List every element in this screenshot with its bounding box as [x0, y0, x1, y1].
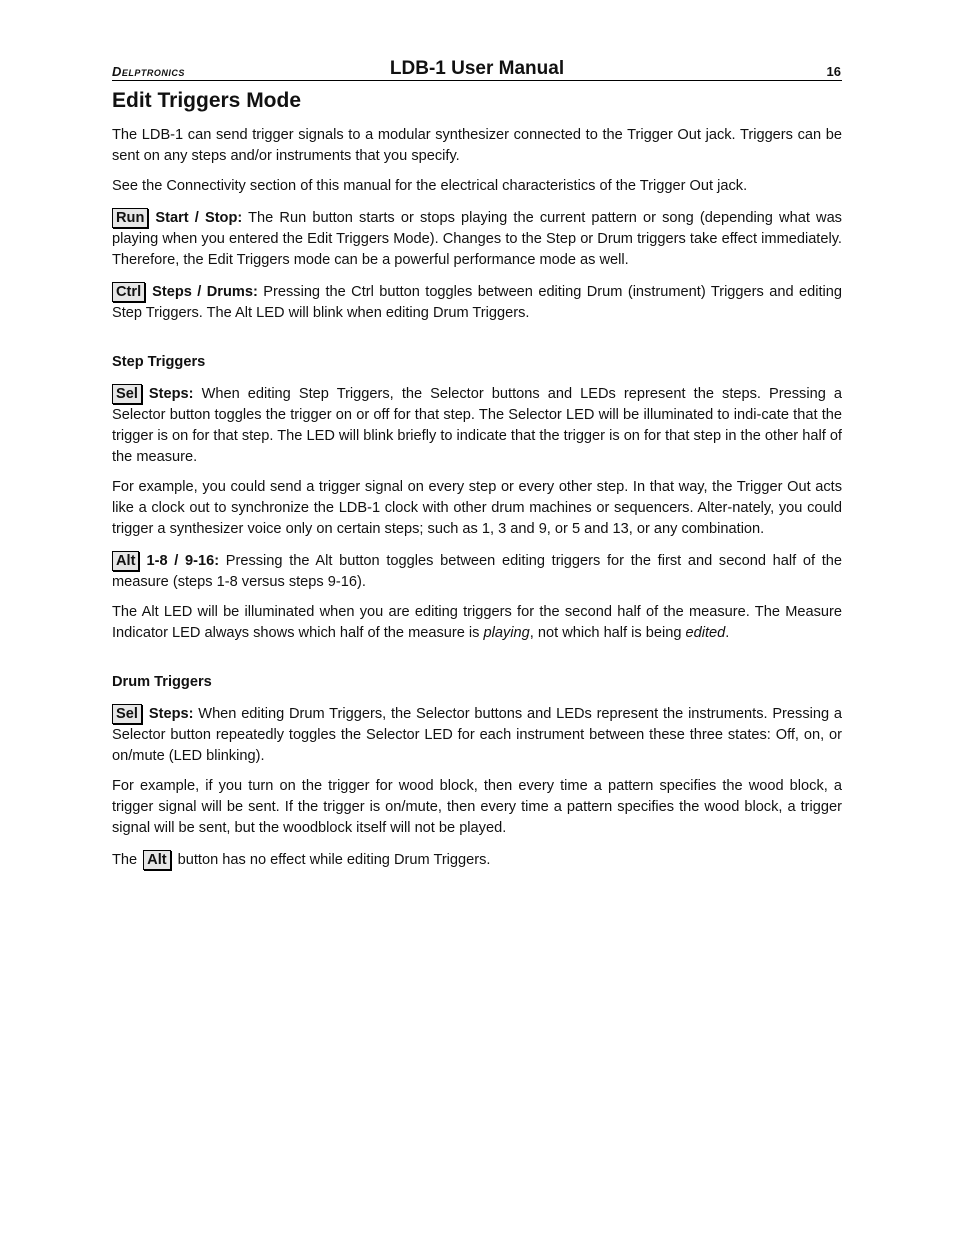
run-term: Start / Stop: [155, 210, 243, 226]
drum-sel-term: Steps: [148, 706, 194, 722]
drum-alt-note [112, 850, 842, 871]
drum-alt-key-label: Alt [143, 850, 170, 870]
alt-led-text-2: , not which half is being [529, 625, 686, 641]
run-paragraph [112, 208, 842, 271]
ctrl-paragraph [112, 282, 842, 324]
step-sel-paragraph [112, 384, 842, 468]
step-sel-term: Steps: [148, 386, 194, 402]
alt-led-emphasis-playing: playing [483, 625, 530, 641]
drum-sel-paragraph [112, 704, 842, 767]
drum-example-paragraph: For example, if you turn on the trigger for wood block, then every time a pattern specifies the wood block, a trigger signal will be sent. If the trigger is on/mute, then every time a pattern specifies the wood block, a trigger signal will be sent, but the woodblock itself will not be played. [112, 778, 842, 836]
section-title: Edit Triggers Mode [112, 89, 302, 112]
alt-led-text-3: . [725, 625, 730, 641]
ctrl-term: Steps / Drums: [152, 284, 258, 300]
step-sel-description: When editing Step Triggers, the Selector buttons and LEDs represent the steps. Pressing a Selector button toggles the trigger on or off for that step. The Selector LED will be illuminated to indi-cate that the trigger is on for that step. The LED will blink briefly to indicate that the trigger is on for that step in the other half of the measure. [112, 386, 842, 465]
page-number: 16 [826, 64, 841, 79]
drum-triggers-heading: Drum Triggers [112, 674, 212, 690]
drum-alt-note-before: The [112, 852, 138, 868]
step-alt-description: Pressing the Alt button toggles between editing triggers for the first and second half of the measure (steps 1-8 versus steps 9-16). [112, 553, 842, 590]
intro-paragraph-1: The LDB-1 can send trigger signals to a modular synthesizer connected to the Trigger Out jack. Triggers can be sent on any steps and/or instruments that you specify. [112, 127, 842, 164]
page-content [112, 56, 842, 871]
intro-paragraph-2: See the Connectivity section of this manual for the electrical characteristics of the Trigger Out jack. [112, 178, 748, 194]
brand-logo-text: Delptronics [112, 64, 185, 79]
step-sel-key-label: Sel [112, 384, 142, 404]
alt-led-paragraph [112, 602, 842, 644]
drum-sel-key-label: Sel [112, 704, 142, 724]
step-alt-paragraph [112, 551, 842, 593]
step-example-paragraph: For example, you could send a trigger signal on every step or every other step. In that way, the Trigger Out acts like a clock out to synchronize the LDB-1 clock with other drum machines or sequencers. Alter-nately, you could trigger a synthesizer voice only on certain steps; such as 1, 3 and 9, or 5 and 13, or any combination. [112, 479, 842, 537]
drum-sel-description: When editing Drum Triggers, the Selector buttons and LEDs represent the instruments. Pressing a Selector button repeatedly toggles the Selector LED for each instrument between these three states: Off, on, or on/mute (LED blinking). [112, 706, 842, 764]
run-key-label: Run [112, 208, 148, 228]
step-alt-key-label: Alt [112, 551, 139, 571]
run-description: The Run button starts or stops playing the current pattern or song (depending what was playing when you entered the Edit Triggers Mode). Changes to the Step or Drum triggers take effect immediately. Therefore, the Edit Triggers mode can be a powerful performance mode as well. [112, 210, 842, 268]
alt-led-emphasis-edited: edited [685, 625, 726, 641]
alt-led-text-1: The Alt LED will be illuminated when you are editing triggers for the second half of the measure. The Measure Indicator LED always shows which half of the measure is [112, 604, 842, 641]
step-triggers-heading: Step Triggers [112, 354, 206, 370]
manual-title: LDB-1 User Manual [389, 58, 565, 79]
page-header [112, 56, 842, 81]
drum-alt-note-after: button has no effect while editing Drum Triggers. [177, 852, 491, 868]
step-alt-term: 1-8 / 9-16: [146, 553, 220, 569]
ctrl-description: Pressing the Ctrl button toggles between editing Drum (instrument) Triggers and editing Step Triggers. The Alt LED will blink when editing Drum Triggers. [112, 284, 842, 321]
ctrl-key-label: Ctrl [112, 282, 145, 302]
